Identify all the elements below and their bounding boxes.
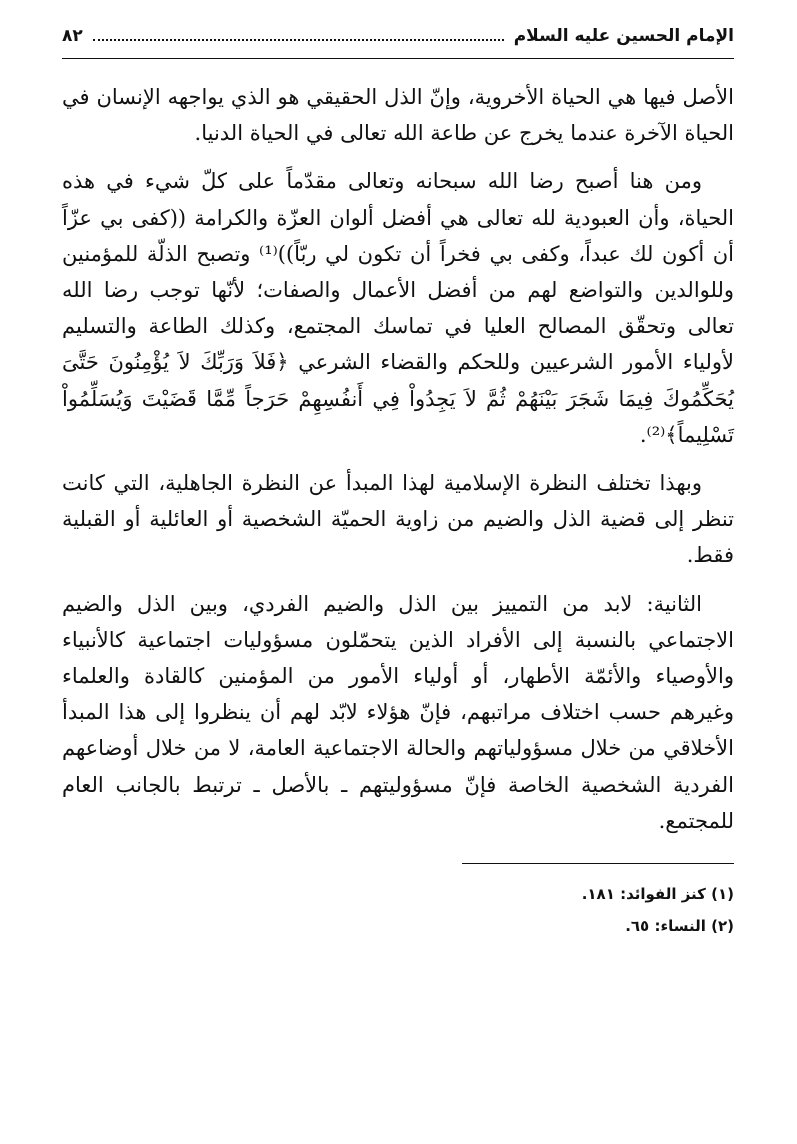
- page-number: ٨٢: [62, 26, 83, 46]
- book-page: [62, 26, 734, 942]
- footnote-2: (٢) النساء: ٦٥.: [625, 917, 734, 936]
- paragraph-continuation: الأصل فيها هي الحياة الأخروية، وإنّ الذل الحقيقي هو الذي يواجهه الإنسان في الحياة الآخرة عندما يخرج عن طاعة الله تعالى في الحياة الدنيا.: [62, 85, 734, 146]
- running-header: [62, 26, 734, 54]
- header-rule: [62, 58, 734, 59]
- main-text: [62, 79, 734, 839]
- footnote-1: (١) كنز الفوائد: ١٨١.: [581, 885, 734, 904]
- footnote-separator: [462, 863, 734, 864]
- paragraph-second-point: الثانية: لابد من التمييز بين الذل والضيم الفردي، وبين الذل والضيم الاجتماعي بالنسبة إلى الأفراد الذين يتحمّلون مسؤوليات اجتماعية كالأنبياء والأوصياء والأئمّة الأطهار، أو أولياء الأمور من المؤمنين كالقادة والعلماء وغيرهم حسب اختلاف مراتبهم، فإنّ هؤلاء لابّد لهم أن ينظروا إلى هذا المبدأ الأخلاقي من خلال مسؤولياتهم والحالة الاجتماعية العامة، لا من خلال أوضاعهم الفردية الشخصية الخاصة فإنّ مسؤوليتهم ـ بالأصل ـ ترتبط بالجانب العام للمجتمع.: [62, 591, 734, 833]
- footnotes: [62, 878, 734, 942]
- header-title: الإمام الحسين عليه السلام: [513, 26, 734, 46]
- paragraph-islamic-view: وبهذا تختلف النظرة الإسلامية لهذا المبدأ عن النظرة الجاهلية، التي كانت تنظر إلى قضية الذل والضيم من زاوية الحميّة الشخصية أو العائلية أو القبلية فقط.: [62, 471, 734, 568]
- paragraph-obedience: ومن هنا أصبح رضا الله سبحانه وتعالى مقدّماً على كلّ شيء في هذه الحياة، وأن العبودية لله تعالى هي أفضل ألوان العزّة والكرامة ((كفى بي عزّاً أن أكون لك عبداً، وكفى بي فخراً أن تكون لي ربّاً))⁽¹⁾ وتصبح الذلّة للمؤمنين وللوالدين والتواضع لهم من أفضل الأعمال والصفات؛ لأنّها توجب رضا الله تعالى وتحقّق المصالح العليا في تماسك المجتمع، وكذلك الطاعة والتسليم لأولياء الأمور الشرعيين وللحكم والقضاء الشرعي ﴿فَلاَ وَرَبِّكَ لاَ يُؤْمِنُونَ حَتَّىَ يُحَكِّمُوكَ فِيمَا شَجَرَ بَيْنَهُمْ ثُمَّ لاَ يَجِدُواْ فِي أَنفُسِهِمْ حَرَجاً مِّمَّا قَضَيْتَ وَيُسَلِّمُواْ تَسْلِيماً﴾⁽²⁾.: [62, 169, 735, 447]
- header-dot-leader: [93, 29, 504, 41]
